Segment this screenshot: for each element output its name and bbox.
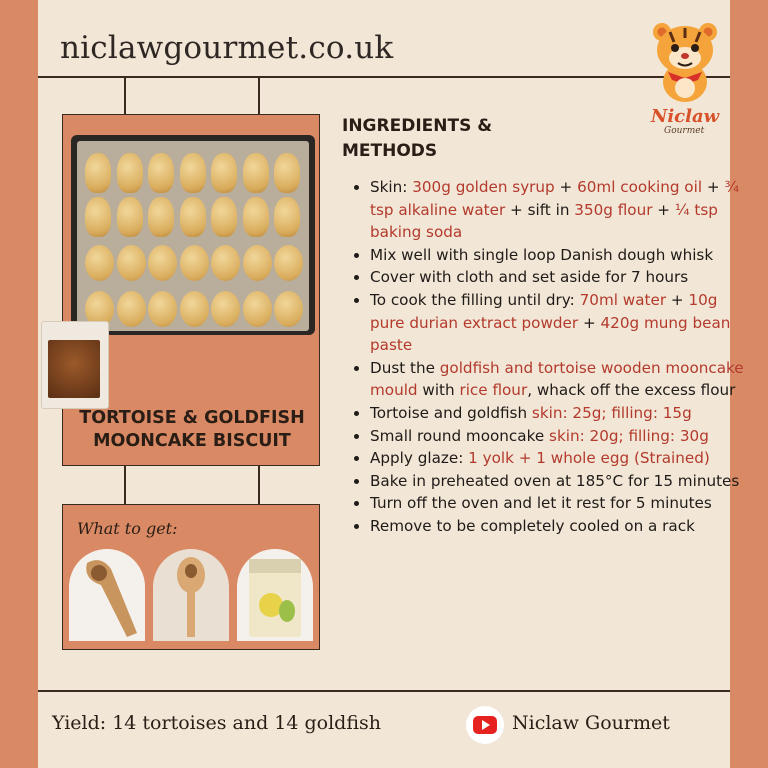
tortoise-biscuit xyxy=(85,245,114,281)
tortoise-biscuit xyxy=(274,245,303,281)
method-step xyxy=(370,266,750,289)
ingredient-highlight: skin: 25g; filling: 15g xyxy=(531,403,692,422)
goldfish-biscuit xyxy=(211,197,237,237)
ingredient-highlight: goldfish and tortoise wooden mooncake mould xyxy=(370,358,744,400)
powder-pouch-icon xyxy=(237,549,313,641)
ingredients-heading-line: INGREDIENTS & xyxy=(342,116,493,136)
step-text: + xyxy=(578,313,601,332)
goldfish-biscuit xyxy=(148,197,174,237)
step-text: with xyxy=(417,381,460,400)
footer-divider xyxy=(38,690,730,692)
tortoise-biscuit xyxy=(211,291,240,327)
method-step xyxy=(370,492,750,515)
youtube-channel-name[interactable]: Niclaw Gourmet xyxy=(512,712,670,734)
method-step xyxy=(370,176,750,244)
durian-powder-product[interactable] xyxy=(237,549,313,641)
step-text: Apply glaze: xyxy=(370,449,469,468)
logo-subtitle: Gourmet xyxy=(664,126,705,136)
yield-text: Yield: 14 tortoises and 14 goldfish xyxy=(52,712,382,734)
tiger-mascot-icon xyxy=(640,14,730,106)
tortoise-biscuit xyxy=(274,291,303,327)
goldfish-biscuit xyxy=(148,153,174,193)
method-step xyxy=(370,357,750,402)
goldfish-biscuit xyxy=(117,197,143,237)
goldfish-biscuit xyxy=(243,197,269,237)
method-step xyxy=(370,447,750,470)
wooden-paddle-icon xyxy=(153,549,229,641)
step-text: To cook the filling until dry: xyxy=(370,290,580,309)
tortoise-mould-product[interactable] xyxy=(153,549,229,641)
site-url[interactable]: niclawgourmet.co.uk xyxy=(60,30,394,66)
tortoise-biscuit xyxy=(243,245,272,281)
goldfish-biscuit xyxy=(274,153,300,193)
tortoise-biscuit xyxy=(148,291,177,327)
durian-paste-packet-photo xyxy=(41,321,109,409)
ingredient-highlight: 420g mung bean paste xyxy=(370,313,731,355)
step-text: Turn off the oven and let it rest for 5 minutes xyxy=(370,494,712,513)
ingredient-highlight: 70ml water xyxy=(579,290,667,309)
method-step xyxy=(370,289,750,357)
step-text: Tortoise and goldfish xyxy=(370,403,532,422)
ingredient-highlight: rice flour xyxy=(459,381,528,400)
goldfish-biscuit xyxy=(117,153,143,193)
mooncake-mould-product[interactable] xyxy=(69,549,145,641)
step-text: + xyxy=(702,178,725,196)
goldfish-biscuit xyxy=(211,153,237,193)
goldfish-biscuit xyxy=(274,197,300,237)
method-step xyxy=(370,515,750,538)
ingredients-heading-line: METHODS xyxy=(342,141,438,161)
method-step xyxy=(370,425,750,448)
recipe-card xyxy=(38,0,744,768)
play-icon xyxy=(482,720,490,730)
ingredients-heading xyxy=(342,114,492,164)
what-to-get-label: What to get: xyxy=(77,519,178,538)
youtube-badge xyxy=(473,716,497,734)
wooden-mould-icon xyxy=(69,549,145,641)
tortoise-biscuit xyxy=(148,245,177,281)
step-text: Small round mooncake xyxy=(370,426,550,445)
header-divider xyxy=(38,76,730,78)
step-text: Bake in preheated oven at 185°C for 15 minutes xyxy=(370,471,740,490)
ingredient-highlight: 300g golden syrup xyxy=(412,178,555,196)
step-text: + xyxy=(652,200,675,219)
goldfish-biscuit xyxy=(180,197,206,237)
goldfish-biscuit xyxy=(85,153,111,193)
recipe-title-line: TORTOISE & GOLDFISH xyxy=(79,408,305,428)
method-step xyxy=(370,244,750,267)
step-text: Dust the xyxy=(370,358,440,377)
step-text: Mix well with single loop Danish dough whisk xyxy=(370,245,714,264)
tortoise-biscuit xyxy=(211,245,240,281)
niclaw-tiger-logo xyxy=(640,14,730,144)
step-text: Skin: xyxy=(370,178,413,196)
step-text: + sift in xyxy=(505,200,575,219)
connector-line xyxy=(258,466,260,504)
recipe-photo-panel xyxy=(62,114,320,466)
logo-wordmark: Niclaw xyxy=(650,106,720,127)
tortoise-biscuit xyxy=(117,291,146,327)
paste-fill xyxy=(48,340,100,398)
method-steps-list xyxy=(344,176,750,538)
ingredient-highlight: 10g pure durian extract powder xyxy=(370,290,718,332)
method-step xyxy=(370,402,750,425)
recipe-title xyxy=(63,407,321,453)
ingredient-highlight: 60ml cooking oil xyxy=(577,178,703,196)
step-text: Remove to be completely cooled on a rack xyxy=(370,516,695,535)
ingredient-highlight: skin: 20g; filling: 30g xyxy=(549,426,709,445)
tortoise-biscuit xyxy=(180,245,209,281)
baking-paper xyxy=(77,141,309,331)
connector-line xyxy=(124,466,126,504)
step-text: + xyxy=(554,178,578,196)
connector-line xyxy=(124,76,126,114)
ingredient-highlight: 350g flour xyxy=(574,200,653,219)
baking-tray-photo xyxy=(71,135,315,335)
goldfish-biscuit xyxy=(243,153,269,193)
ingredient-highlight: 1 yolk + 1 whole egg (Strained) xyxy=(468,449,710,468)
step-text: + xyxy=(666,290,689,309)
tortoise-biscuit xyxy=(243,291,272,327)
method-step xyxy=(370,470,750,493)
recipe-title-line: MOONCAKE BISCUIT xyxy=(93,431,291,451)
goldfish-biscuit xyxy=(180,153,206,193)
step-text: , whack off the excess flour xyxy=(527,381,736,400)
what-to-get-panel xyxy=(62,504,320,650)
connector-line xyxy=(258,76,260,114)
tortoise-biscuit xyxy=(117,245,146,281)
goldfish-biscuit xyxy=(85,197,111,237)
youtube-icon[interactable] xyxy=(466,706,504,744)
ingredient-highlight: ¾ tsp alkaline water xyxy=(370,178,740,219)
step-text: Cover with cloth and set aside for 7 hours xyxy=(370,268,689,287)
tortoise-biscuit xyxy=(180,291,209,327)
ingredient-highlight: ¼ tsp baking soda xyxy=(370,200,718,242)
